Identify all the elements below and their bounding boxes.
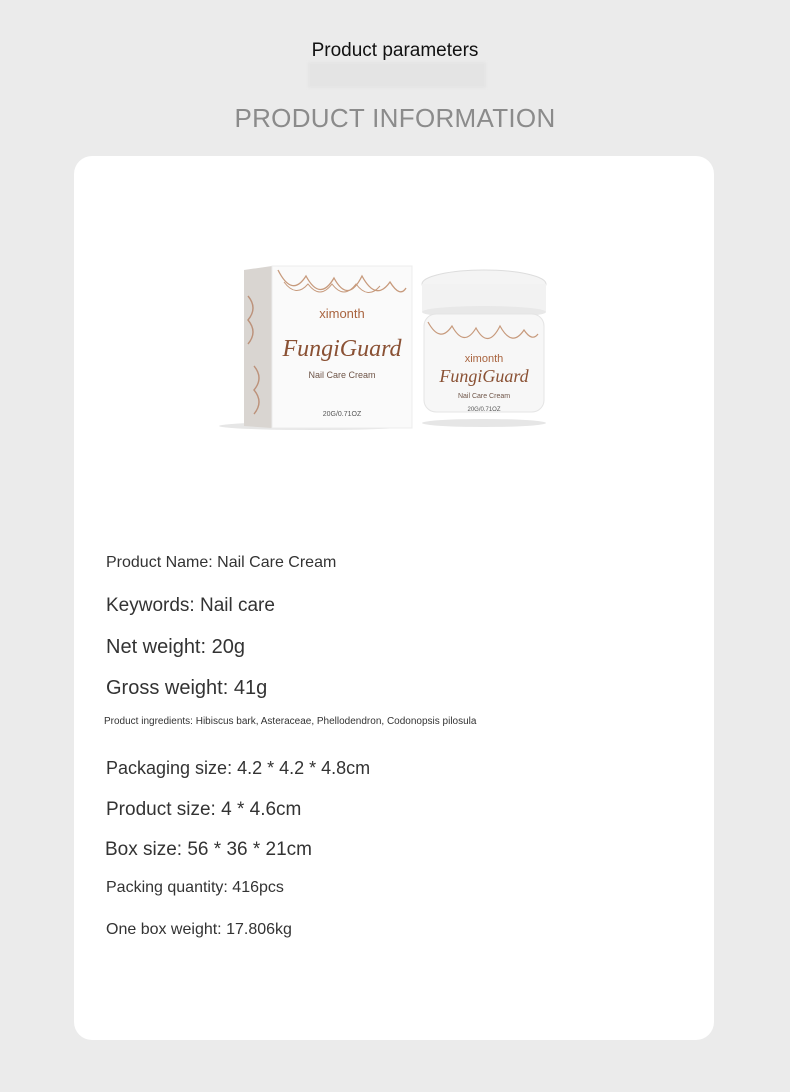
spec-gross-weight: Gross weight: 41g	[106, 677, 268, 699]
jar-weight-label: 20G/0.71OZ	[467, 407, 501, 413]
spec-product-name: Product Name: Nail Care Cream	[106, 554, 337, 571]
product-image	[214, 256, 554, 436]
jar-product-name: FungiGuard	[439, 366, 529, 386]
box-subtitle: Nail Care Cream	[308, 370, 376, 380]
box-brand: ximonth	[319, 306, 365, 321]
section-title: Product parameters	[311, 40, 479, 61]
jar-brand: ximonth	[464, 353, 504, 365]
spec-keywords: Keywords: Nail care	[106, 595, 275, 616]
spec-packing-quantity: Packing quantity: 416pcs	[106, 879, 284, 896]
spec-net-weight: Net weight: 20g	[106, 636, 245, 658]
spec-box-weight: One box weight: 17.806kg	[106, 921, 292, 938]
spec-packaging-size: Packaging size: 4.2 * 4.2 * 4.8cm	[106, 758, 371, 778]
box-product-name: FungiGuard	[282, 336, 402, 362]
spec-product-size: Product size: 4 * 4.6cm	[106, 799, 302, 820]
title-shadow	[308, 62, 486, 88]
box-weight-label: 20G/0.71OZ	[322, 411, 362, 418]
spec-box-size: Box size: 56 * 36 * 21cm	[105, 839, 312, 860]
spec-ingredients: Product ingredients: Hibiscus bark, Asteraceae, Phellodendron, Codonopsis pilosula	[104, 716, 477, 727]
jar-subtitle: Nail Care Cream	[457, 393, 511, 400]
page-title: PRODUCT INFORMATION	[234, 103, 556, 133]
product-info-card	[74, 156, 714, 1040]
